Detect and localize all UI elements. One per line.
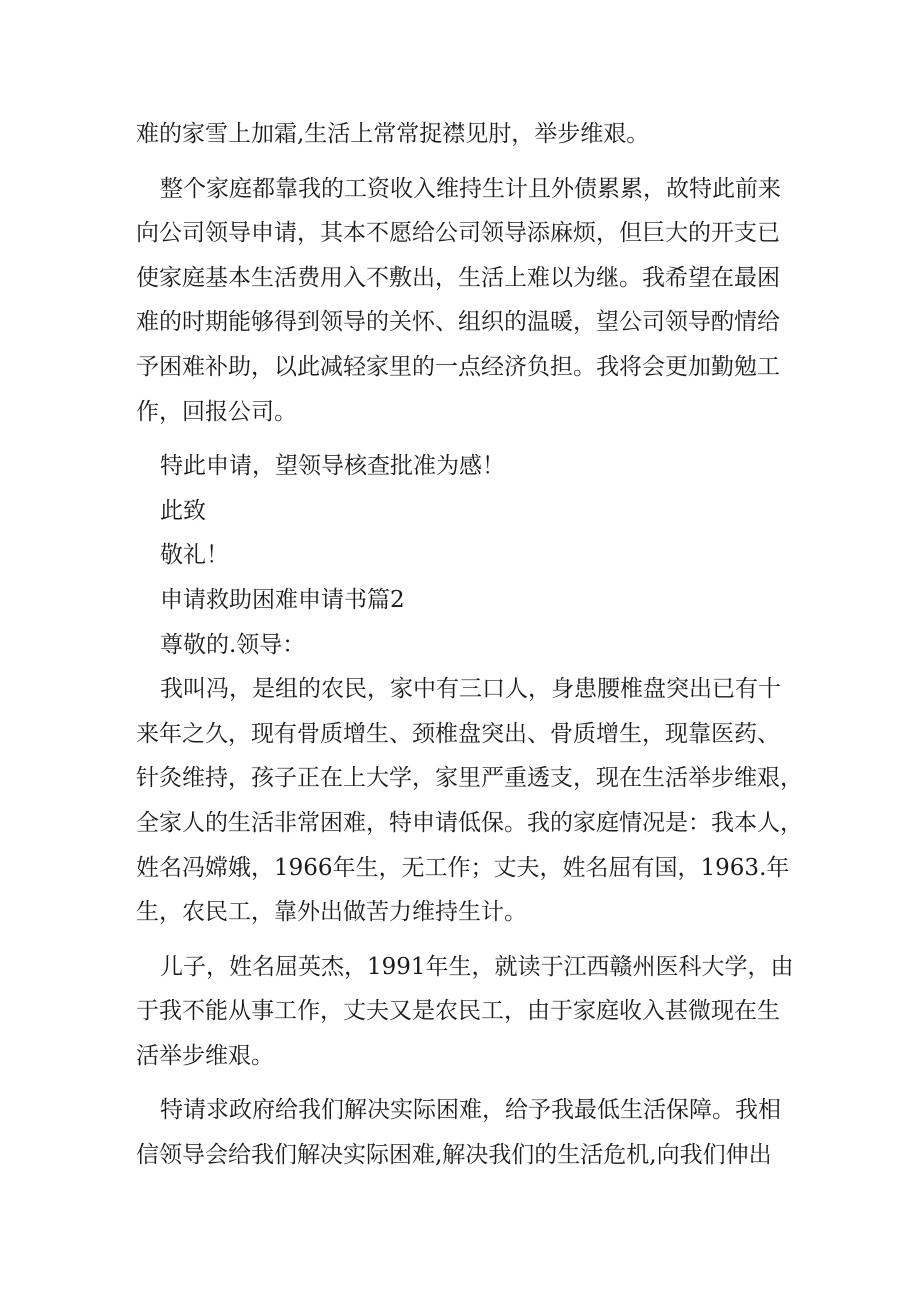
- text-line: 全家人的生活非常困难，特申请低保。我的家庭情况是：我本人，: [136, 809, 803, 836]
- paragraph-start-line: 整个家庭都靠我的工资收入维持生计且外债累累，故特此前来: [160, 175, 781, 202]
- text-line: 作，回报公司。: [136, 398, 297, 425]
- closing-regards: 敬礼！: [160, 542, 229, 569]
- text-line: 予困难补助，以此减轻家里的一点经济负担。我将会更加勤勉工: [136, 353, 780, 380]
- text-line: 难的时期能够得到领导的关怀、组织的温暖，望公司领导酌情给: [136, 309, 780, 336]
- paragraph-start-line: 特请求政府给我们解决实际困难，给予我最低生活保障。我相: [160, 1097, 781, 1124]
- text-line: 向公司领导申请，其本不愿给公司领导添麻烦，但巨大的开支已: [136, 220, 780, 247]
- section-title: 申请救助困难申请书篇2: [160, 586, 405, 613]
- paragraph-start-line: 儿子，姓名屈英杰，1991年生，就读于江西赣州医科大学，由: [160, 953, 794, 980]
- text-line: 使家庭基本生活费用入不敷出，生活上难以为继。我希望在最困: [136, 264, 780, 291]
- closing-salutation: 此致: [160, 497, 206, 524]
- text-line: 信领导会给我们解决实际困难,解决我们的生活危机,向我们伸出: [136, 1142, 772, 1169]
- greeting: 尊敬的.领导：: [160, 631, 306, 658]
- text-line: 生，农民工，靠外出做苦力维持生计。: [136, 899, 527, 926]
- text-line: 针灸维持，孩子正在上大学，家里严重透支，现在生活举步维艰，: [136, 765, 803, 792]
- text-line: 难的家雪上加霜,生活上常常捉襟见肘，举步维艰。: [136, 121, 650, 147]
- text-line: 来年之久，现有骨质增生、颈椎盘突出、骨质增生，现靠医药、: [136, 720, 780, 747]
- request-statement: 特此申请，望领导核查批准为感！: [160, 453, 505, 480]
- text-line: 于我不能从事工作，丈夫又是农民工，由于家庭收入甚微现在生: [136, 998, 780, 1025]
- document-body: [136, 112, 803, 1178]
- text-line: 活举步维艰。: [136, 1042, 274, 1069]
- text-line: 姓名冯嫦娥，1966年生，无工作；丈夫，姓名屈有国，1963.年: [136, 854, 790, 881]
- paragraph-start-line: 我叫冯，是组的农民，家中有三口人，身患腰椎盘突出已有十: [160, 676, 781, 703]
